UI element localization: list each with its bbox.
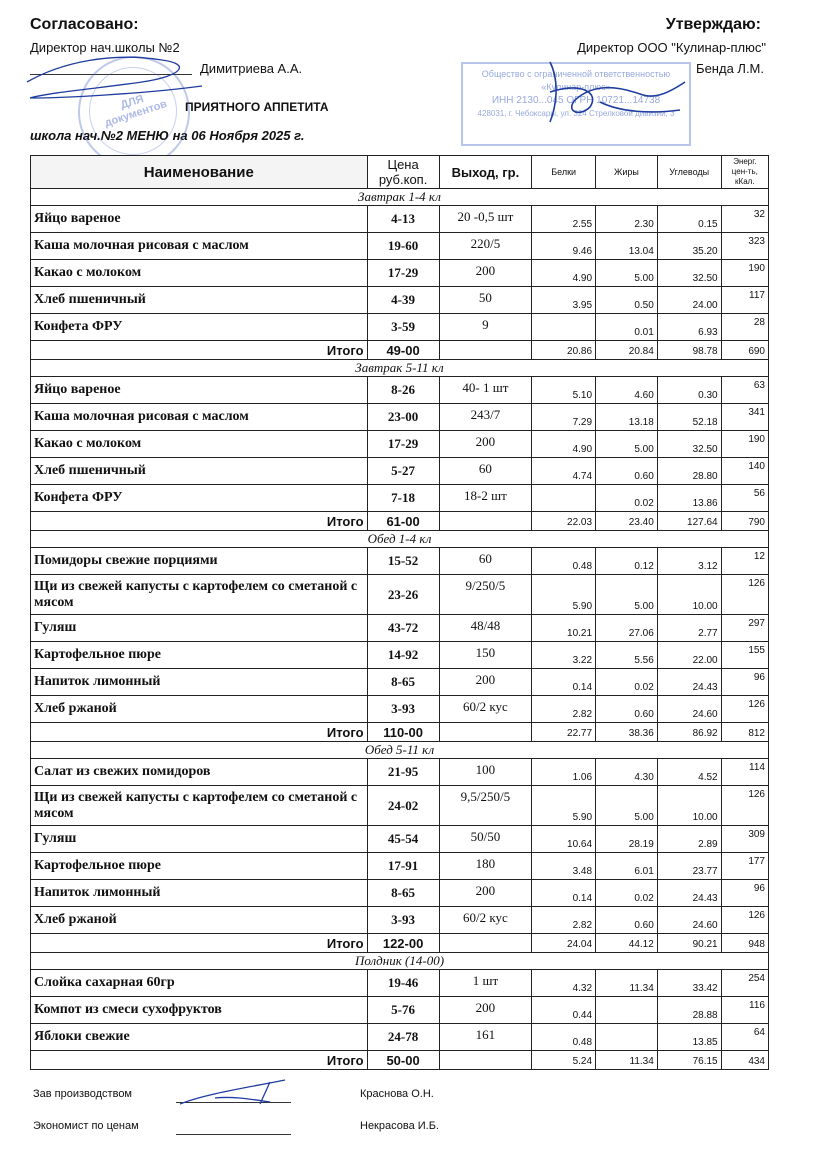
- dish-fat: 0.60: [596, 907, 658, 934]
- dish-carbs: 35.20: [657, 233, 721, 260]
- section-title: Полдник (14-00): [31, 953, 769, 970]
- dish-price: 3-59: [367, 314, 439, 341]
- section-title: Обед 1-4 кл: [31, 531, 769, 548]
- dish-carbs: 33.42: [657, 970, 721, 997]
- dish-output: 180: [439, 853, 532, 880]
- right-stamp-line1: Общество с ограниченной ответственностью: [481, 69, 671, 79]
- section-row: [31, 360, 769, 377]
- approved-title: Согласовано:: [30, 16, 139, 33]
- dish-price: 14-92: [367, 642, 439, 669]
- dish-fat: 0.01: [596, 314, 658, 341]
- dish-fat: 0.50: [596, 287, 658, 314]
- dish-output: 220/5: [439, 233, 532, 260]
- dish-name: Хлеб пшеничный: [31, 458, 368, 485]
- dish-protein: 3.22: [532, 642, 596, 669]
- dish-name: Щи из свежей капусты с картофелем со сметаной с мясом: [31, 786, 368, 826]
- dish-output: 161: [439, 1024, 532, 1051]
- prod-role: Зав производством: [33, 1088, 132, 1100]
- dish-protein: 10.64: [532, 826, 596, 853]
- dish-output: 50: [439, 287, 532, 314]
- dish-name: Хлеб пшеничный: [31, 287, 368, 314]
- total-row: [31, 341, 769, 360]
- dish-price: 17-29: [367, 260, 439, 287]
- dish-output: 20 -0,5 шт: [439, 206, 532, 233]
- dish-protein: 0.14: [532, 669, 596, 696]
- dish-output: 60/2 кус: [439, 907, 532, 934]
- table-row: [31, 759, 769, 786]
- total-row: [31, 1051, 769, 1070]
- dish-fat: 6.01: [596, 853, 658, 880]
- total-fat: 38.36: [596, 723, 658, 742]
- dish-kcal: 56: [721, 485, 768, 512]
- total-price: 110-00: [367, 723, 439, 742]
- dish-kcal: 28: [721, 314, 768, 341]
- dish-kcal: 341: [721, 404, 768, 431]
- dish-fat: [596, 997, 658, 1024]
- dish-price: 17-29: [367, 431, 439, 458]
- dish-carbs: 24.60: [657, 907, 721, 934]
- dish-name: Яйцо вареное: [31, 206, 368, 233]
- dish-price: 43-72: [367, 615, 439, 642]
- dish-name: Конфета ФРУ: [31, 485, 368, 512]
- menu-title: школа нач.№2 МЕНЮ на 06 Ноября 2025 г.: [30, 128, 305, 143]
- table-row: [31, 431, 769, 458]
- total-label: Итого: [31, 934, 368, 953]
- left-name: Димитриева А.А.: [200, 61, 303, 76]
- dish-kcal: 297: [721, 615, 768, 642]
- right-signature: [520, 52, 700, 132]
- dish-output: 40- 1 шт: [439, 377, 532, 404]
- dish-carbs: 24.00: [657, 287, 721, 314]
- dish-kcal: 155: [721, 642, 768, 669]
- table-row: [31, 575, 769, 615]
- dish-price: 4-13: [367, 206, 439, 233]
- dish-fat: 5.00: [596, 786, 658, 826]
- dish-protein: [532, 314, 596, 341]
- dish-carbs: 24.60: [657, 696, 721, 723]
- section-row: [31, 531, 769, 548]
- dish-name: Яблоки свежие: [31, 1024, 368, 1051]
- total-fat: 23.40: [596, 512, 658, 531]
- header-energy: Энерг. цен-ть, кКал.: [721, 156, 768, 189]
- dish-fat: 5.00: [596, 575, 658, 615]
- approve-title: Утверждаю:: [665, 16, 761, 33]
- total-carbs: 76.15: [657, 1051, 721, 1070]
- table-row: [31, 458, 769, 485]
- table-row: [31, 1024, 769, 1051]
- right-stamp-line2: «Кулинар-плюс»: [541, 82, 611, 92]
- dish-protein: 4.90: [532, 260, 596, 287]
- econ-signature-line: [176, 1134, 291, 1135]
- dish-carbs: 52.18: [657, 404, 721, 431]
- total-protein: 22.77: [532, 723, 596, 742]
- dish-protein: 3.95: [532, 287, 596, 314]
- dish-fat: 2.30: [596, 206, 658, 233]
- dish-carbs: 3.12: [657, 548, 721, 575]
- dish-protein: 5.90: [532, 575, 596, 615]
- dish-name: Каша молочная рисовая с маслом: [31, 404, 368, 431]
- dish-price: 4-39: [367, 287, 439, 314]
- dish-fat: 13.04: [596, 233, 658, 260]
- dish-price: 3-93: [367, 907, 439, 934]
- dish-price: 5-27: [367, 458, 439, 485]
- total-fat: 44.12: [596, 934, 658, 953]
- dish-protein: 4.90: [532, 431, 596, 458]
- table-header-row: [31, 156, 769, 189]
- dish-kcal: 177: [721, 853, 768, 880]
- dish-fat: 5.00: [596, 260, 658, 287]
- total-label: Итого: [31, 341, 368, 360]
- dish-output: 48/48: [439, 615, 532, 642]
- dish-name: Картофельное пюре: [31, 853, 368, 880]
- section-row: [31, 742, 769, 759]
- dish-name: Напиток лимонный: [31, 880, 368, 907]
- total-row: [31, 723, 769, 742]
- dish-fat: 5.00: [596, 431, 658, 458]
- dish-name: Хлеб ржаной: [31, 696, 368, 723]
- dish-carbs: 32.50: [657, 260, 721, 287]
- dish-name: Конфета ФРУ: [31, 314, 368, 341]
- total-kcal: 434: [721, 1051, 768, 1070]
- dish-output: 243/7: [439, 404, 532, 431]
- dish-carbs: 2.89: [657, 826, 721, 853]
- dish-name: Салат из свежих помидоров: [31, 759, 368, 786]
- total-protein: 22.03: [532, 512, 596, 531]
- total-output-empty: [439, 934, 532, 953]
- section-title: Завтрак 5-11 кл: [31, 360, 769, 377]
- dish-kcal: 126: [721, 575, 768, 615]
- dish-price: 19-46: [367, 970, 439, 997]
- dish-name: Каша молочная рисовая с маслом: [31, 233, 368, 260]
- dish-price: 15-52: [367, 548, 439, 575]
- total-row: [31, 512, 769, 531]
- total-carbs: 86.92: [657, 723, 721, 742]
- total-output-empty: [439, 341, 532, 360]
- table-row: [31, 880, 769, 907]
- prod-signature: [175, 1074, 305, 1114]
- dish-name: Какао с молоком: [31, 431, 368, 458]
- dish-output: 200: [439, 997, 532, 1024]
- right-name: Бенда Л.М.: [696, 61, 764, 76]
- total-carbs: 98.78: [657, 341, 721, 360]
- menu-body: [31, 189, 769, 1070]
- total-fat: 11.34: [596, 1051, 658, 1070]
- total-protein: 24.04: [532, 934, 596, 953]
- dish-carbs: 28.80: [657, 458, 721, 485]
- right-role: Директор ООО "Кулинар-плюс": [577, 40, 766, 55]
- dish-kcal: 254: [721, 970, 768, 997]
- dish-kcal: 190: [721, 260, 768, 287]
- dish-output: 200: [439, 431, 532, 458]
- table-row: [31, 696, 769, 723]
- dish-fat: 27.06: [596, 615, 658, 642]
- dish-kcal: 64: [721, 1024, 768, 1051]
- dish-protein: 7.29: [532, 404, 596, 431]
- dish-kcal: 126: [721, 907, 768, 934]
- header-name: Наименование: [31, 156, 368, 189]
- dish-kcal: 12: [721, 548, 768, 575]
- dish-protein: 10.21: [532, 615, 596, 642]
- dish-kcal: 190: [721, 431, 768, 458]
- dish-output: 100: [439, 759, 532, 786]
- dish-protein: 4.32: [532, 970, 596, 997]
- dish-kcal: 117: [721, 287, 768, 314]
- dish-kcal: 126: [721, 696, 768, 723]
- dish-price: 19-60: [367, 233, 439, 260]
- dish-output: 50/50: [439, 826, 532, 853]
- dish-carbs: 4.52: [657, 759, 721, 786]
- dish-price: 23-26: [367, 575, 439, 615]
- total-carbs: 90.21: [657, 934, 721, 953]
- dish-protein: 2.82: [532, 907, 596, 934]
- dish-fat: 4.60: [596, 377, 658, 404]
- dish-carbs: 0.30: [657, 377, 721, 404]
- dish-fat: 0.12: [596, 548, 658, 575]
- left-role: Директор нач.школы №2: [30, 40, 180, 55]
- total-protein: 20.86: [532, 341, 596, 360]
- dish-protein: 0.14: [532, 880, 596, 907]
- dish-price: 45-54: [367, 826, 439, 853]
- dish-carbs: 24.43: [657, 669, 721, 696]
- section-title: Завтрак 1-4 кл: [31, 189, 769, 206]
- dish-price: 3-93: [367, 696, 439, 723]
- right-stamp-line3: ИНН 2130...045 ОГРН 10721...14738: [491, 95, 661, 106]
- dish-name: Помидоры свежие порциями: [31, 548, 368, 575]
- dish-protein: 2.55: [532, 206, 596, 233]
- dish-carbs: 0.15: [657, 206, 721, 233]
- dish-output: 9: [439, 314, 532, 341]
- table-row: [31, 642, 769, 669]
- dish-kcal: 116: [721, 997, 768, 1024]
- dish-kcal: 114: [721, 759, 768, 786]
- table-row: [31, 826, 769, 853]
- table-row: [31, 485, 769, 512]
- table-row: [31, 233, 769, 260]
- dish-output: 200: [439, 880, 532, 907]
- dish-kcal: 309: [721, 826, 768, 853]
- dish-name: Хлеб ржаной: [31, 907, 368, 934]
- table-row: [31, 206, 769, 233]
- left-signature: [22, 42, 212, 112]
- menu-table: [30, 155, 769, 1070]
- header-fat: Жиры: [596, 156, 658, 189]
- total-output-empty: [439, 1051, 532, 1070]
- dish-protein: 5.90: [532, 786, 596, 826]
- dish-fat: 0.02: [596, 485, 658, 512]
- dish-carbs: 32.50: [657, 431, 721, 458]
- dish-output: 18-2 шт: [439, 485, 532, 512]
- total-kcal: 812: [721, 723, 768, 742]
- dish-carbs: 22.00: [657, 642, 721, 669]
- econ-name: Некрасова И.Б.: [360, 1120, 439, 1132]
- header-price: Цена руб.коп.: [367, 156, 439, 189]
- dish-price: 7-18: [367, 485, 439, 512]
- dish-kcal: 126: [721, 786, 768, 826]
- dish-protein: [532, 485, 596, 512]
- section-title: Обед 5-11 кл: [31, 742, 769, 759]
- dish-output: 60: [439, 458, 532, 485]
- dish-protein: 1.06: [532, 759, 596, 786]
- dish-kcal: 96: [721, 880, 768, 907]
- dish-carbs: 10.00: [657, 575, 721, 615]
- table-row: [31, 314, 769, 341]
- left-stamp-text: ДЛЯ документов: [103, 92, 169, 130]
- dish-output: 150: [439, 642, 532, 669]
- dish-protein: 9.46: [532, 233, 596, 260]
- total-row: [31, 934, 769, 953]
- prod-name: Краснова О.Н.: [360, 1088, 434, 1100]
- dish-name: Слойка сахарная 60гр: [31, 970, 368, 997]
- section-row: [31, 953, 769, 970]
- dish-name: Гуляш: [31, 615, 368, 642]
- table-row: [31, 260, 769, 287]
- dish-kcal: 96: [721, 669, 768, 696]
- dish-kcal: 32: [721, 206, 768, 233]
- total-fat: 20.84: [596, 341, 658, 360]
- dish-protein: 4.74: [532, 458, 596, 485]
- dish-kcal: 63: [721, 377, 768, 404]
- total-label: Итого: [31, 1051, 368, 1070]
- dish-output: 60: [439, 548, 532, 575]
- header-protein: Белки: [532, 156, 596, 189]
- dish-price: 5-76: [367, 997, 439, 1024]
- dish-carbs: 6.93: [657, 314, 721, 341]
- dish-output: 200: [439, 260, 532, 287]
- dish-carbs: 13.86: [657, 485, 721, 512]
- total-label: Итого: [31, 512, 368, 531]
- dish-protein: 2.82: [532, 696, 596, 723]
- dish-fat: 0.02: [596, 880, 658, 907]
- dish-protein: 0.48: [532, 1024, 596, 1051]
- dish-carbs: 23.77: [657, 853, 721, 880]
- total-price: 61-00: [367, 512, 439, 531]
- dish-fat: 0.02: [596, 669, 658, 696]
- section-row: [31, 189, 769, 206]
- total-output-empty: [439, 723, 532, 742]
- dish-carbs: 13.85: [657, 1024, 721, 1051]
- total-kcal: 690: [721, 341, 768, 360]
- motto: ПРИЯТНОГО АППЕТИТА: [185, 100, 329, 114]
- dish-output: 200: [439, 669, 532, 696]
- right-stamp-line4: 428031, г. Чебоксары, ул. 324 Стрелковой дивизии, 3: [477, 109, 675, 118]
- dish-kcal: 140: [721, 458, 768, 485]
- dish-fat: 0.60: [596, 696, 658, 723]
- total-protein: 5.24: [532, 1051, 596, 1070]
- dish-protein: 0.44: [532, 997, 596, 1024]
- table-row: [31, 669, 769, 696]
- econ-role: Экономист по ценам: [33, 1120, 139, 1132]
- dish-carbs: 2.77: [657, 615, 721, 642]
- dish-name: Напиток лимонный: [31, 669, 368, 696]
- dish-price: 17-91: [367, 853, 439, 880]
- total-kcal: 790: [721, 512, 768, 531]
- table-row: [31, 615, 769, 642]
- total-kcal: 948: [721, 934, 768, 953]
- dish-name: Гуляш: [31, 826, 368, 853]
- total-label: Итого: [31, 723, 368, 742]
- table-row: [31, 907, 769, 934]
- total-carbs: 127.64: [657, 512, 721, 531]
- dish-fat: 13.18: [596, 404, 658, 431]
- dish-name: Картофельное пюре: [31, 642, 368, 669]
- dish-name: Какао с молоком: [31, 260, 368, 287]
- dish-fat: 0.60: [596, 458, 658, 485]
- dish-output: 9,5/250/5: [439, 786, 532, 826]
- table-row: [31, 377, 769, 404]
- dish-output: 9/250/5: [439, 575, 532, 615]
- dish-output: 1 шт: [439, 970, 532, 997]
- dish-price: 8-65: [367, 669, 439, 696]
- dish-output: 60/2 кус: [439, 696, 532, 723]
- table-row: [31, 853, 769, 880]
- dish-carbs: 24.43: [657, 880, 721, 907]
- dish-kcal: 323: [721, 233, 768, 260]
- table-row: [31, 786, 769, 826]
- dish-protein: 5.10: [532, 377, 596, 404]
- dish-name: Яйцо вареное: [31, 377, 368, 404]
- header-output: Выход, гр.: [439, 156, 532, 189]
- table-row: [31, 404, 769, 431]
- dish-carbs: 28.88: [657, 997, 721, 1024]
- dish-fat: 4.30: [596, 759, 658, 786]
- total-price: 50-00: [367, 1051, 439, 1070]
- table-row: [31, 970, 769, 997]
- dish-carbs: 10.00: [657, 786, 721, 826]
- dish-price: 24-78: [367, 1024, 439, 1051]
- total-price: 122-00: [367, 934, 439, 953]
- dish-fat: 5.56: [596, 642, 658, 669]
- dish-price: 21-95: [367, 759, 439, 786]
- dish-price: 24-02: [367, 786, 439, 826]
- table-row: [31, 997, 769, 1024]
- dish-name: Компот из смеси сухофруктов: [31, 997, 368, 1024]
- total-price: 49-00: [367, 341, 439, 360]
- header-carbs: Углеводы: [657, 156, 721, 189]
- dish-fat: 28.19: [596, 826, 658, 853]
- dish-price: 8-26: [367, 377, 439, 404]
- table-row: [31, 287, 769, 314]
- dish-fat: 11.34: [596, 970, 658, 997]
- dish-fat: [596, 1024, 658, 1051]
- dish-name: Щи из свежей капусты с картофелем со сметаной с мясом: [31, 575, 368, 615]
- dish-price: 23-00: [367, 404, 439, 431]
- table-row: [31, 548, 769, 575]
- dish-price: 8-65: [367, 880, 439, 907]
- total-output-empty: [439, 512, 532, 531]
- dish-protein: 0.48: [532, 548, 596, 575]
- dish-protein: 3.48: [532, 853, 596, 880]
